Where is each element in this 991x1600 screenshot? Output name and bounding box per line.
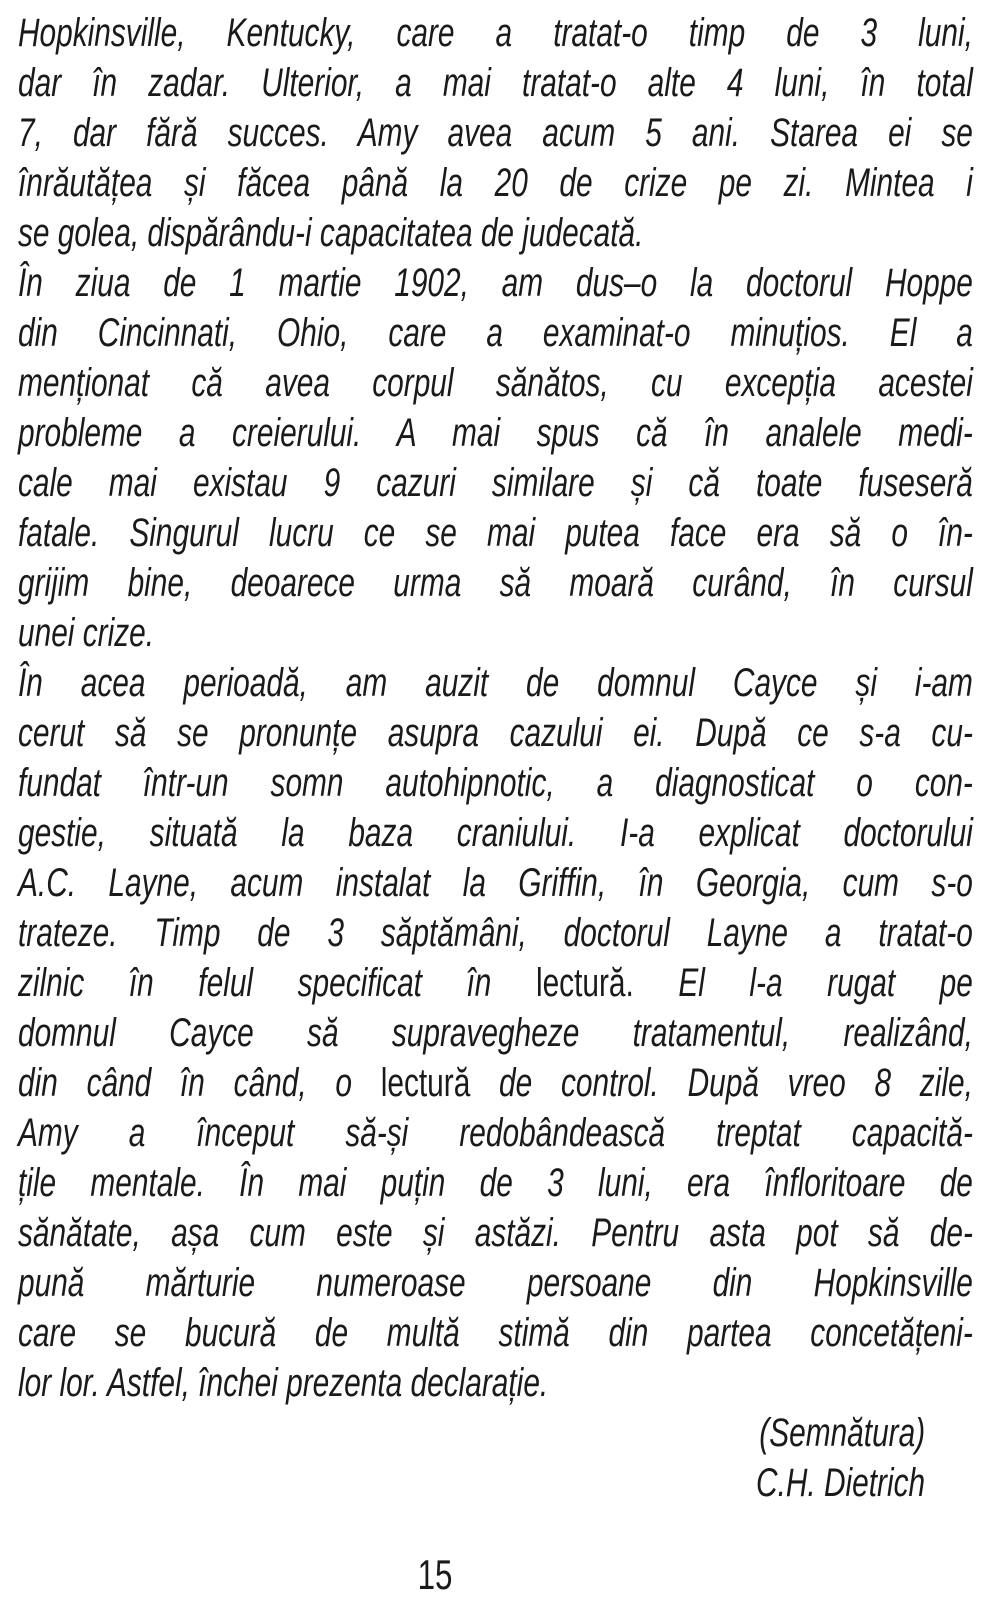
text-line	[18, 108, 973, 158]
text-segment: În ziua de 1 martie 1902, am dus–o la doctorul Hoppe	[18, 261, 973, 305]
text-segment: cale mai existau 9 cazuri similare și că toate fuseseră	[18, 461, 973, 505]
text-segment: înrăutățea și făcea până la 20 de crize pe zi. Mintea i	[18, 161, 973, 205]
text-line	[18, 758, 973, 808]
text-line	[18, 1158, 973, 1208]
text-line	[18, 358, 973, 408]
text-line	[18, 258, 973, 308]
text-line	[18, 708, 973, 758]
text-segment: cerut să se pronunțe asupra cazului ei. După ce s-a cu-	[18, 711, 973, 755]
text-segment: dar în zadar. Ulterior, a mai tratat-o alte 4 luni, în total	[18, 61, 973, 105]
text-line	[18, 1258, 973, 1308]
text-segment: țile mentale. În mai puțin de 3 luni, era înfloritoare de	[18, 1161, 973, 1205]
text-line	[18, 658, 973, 708]
text-line	[18, 1308, 973, 1358]
body-text	[18, 8, 973, 1408]
text-segment: trateze. Timp de 3 săptămâni, doctorul Layne a tratat-o	[18, 911, 973, 955]
paragraph	[18, 258, 973, 658]
text-segment: menționat că avea corpul sănătos, cu excepția acestei	[18, 361, 973, 405]
text-segment: fundat într-un somn autohipnotic, a diagnosticat o con-	[18, 761, 973, 805]
text-line	[18, 1058, 973, 1108]
text-segment: se golea, dispărându-i capacitatea de judecată.	[18, 211, 644, 255]
text-segment: care se bucură de multă stimă din partea concetățeni-	[18, 1311, 973, 1355]
text-line	[18, 858, 973, 908]
text-line	[18, 1358, 973, 1408]
text-line	[18, 308, 973, 358]
text-column	[18, 8, 973, 1600]
text-line	[18, 408, 973, 458]
signature-block	[18, 1408, 973, 1508]
text-segment: sănătate, așa cum este și astăzi. Pentru asta pot să de-	[18, 1211, 973, 1255]
text-line	[18, 58, 973, 108]
signature-name: C.H. Dietrich	[756, 1461, 926, 1505]
page-number: 15	[417, 1551, 453, 1598]
text-line	[18, 558, 973, 608]
text-segment: fatale. Singurul lucru ce se mai putea face era să o în-	[18, 511, 973, 555]
text-segment: grijim bine, deoarece urma să moară curând, în cursul	[18, 561, 973, 605]
text-line	[18, 908, 973, 958]
text-segment: din când în când, o	[18, 1061, 381, 1105]
text-line	[18, 158, 973, 208]
paragraph	[18, 8, 973, 258]
text-segment: A.C. Layne, acum instalat la Griffin, în Georgia, cum s-o	[18, 861, 973, 905]
text-line	[18, 808, 973, 858]
text-segment: pună mărturie numeroase persoane din Hopkinsville	[18, 1261, 973, 1305]
text-segment: lor lor. Astfel, închei prezenta declarație.	[18, 1361, 549, 1405]
text-line	[18, 958, 973, 1008]
paragraph	[18, 658, 973, 1408]
text-segment: El l-a rugat pe	[633, 961, 973, 1005]
text-segment: În acea perioadă, am auzit de domnul Cayce și i-am	[18, 661, 973, 705]
text-segment: din Cincinnati, Ohio, care a examinat-o minuțios. El a	[18, 311, 973, 355]
text-segment: zilnic în felul specificat în	[18, 961, 536, 1005]
text-line	[18, 508, 973, 558]
text-segment: Amy a început să-și redobândească treptat capacită-	[18, 1111, 973, 1155]
text-line	[18, 608, 973, 658]
text-segment: Hopkinsville, Kentucky, care a tratat-o timp de 3 luni,	[18, 11, 973, 55]
text-segment: domnul Cayce să supravegheze tratamentul, realizând,	[18, 1011, 973, 1055]
signature-label: (Semnătura)	[759, 1411, 926, 1455]
text-line	[18, 1008, 973, 1058]
text-segment: 7, dar fără succes. Amy avea acum 5 ani. Starea ei se	[18, 111, 973, 155]
text-segment: probleme a creierului. A mai spus că în analele medi-	[18, 411, 973, 455]
text-line	[18, 1108, 973, 1158]
text-segment: de control. După vreo 8 zile,	[470, 1061, 973, 1105]
text-line	[18, 8, 973, 58]
emphasis-roman: lectură	[380, 1061, 471, 1105]
text-line	[18, 458, 973, 508]
text-line	[18, 208, 973, 258]
emphasis-roman: lectură.	[535, 961, 634, 1005]
text-line	[18, 1208, 973, 1258]
text-segment: unei crize.	[18, 611, 155, 655]
text-segment: gestie, situată la baza craniului. I-a explicat doctorului	[18, 811, 973, 855]
